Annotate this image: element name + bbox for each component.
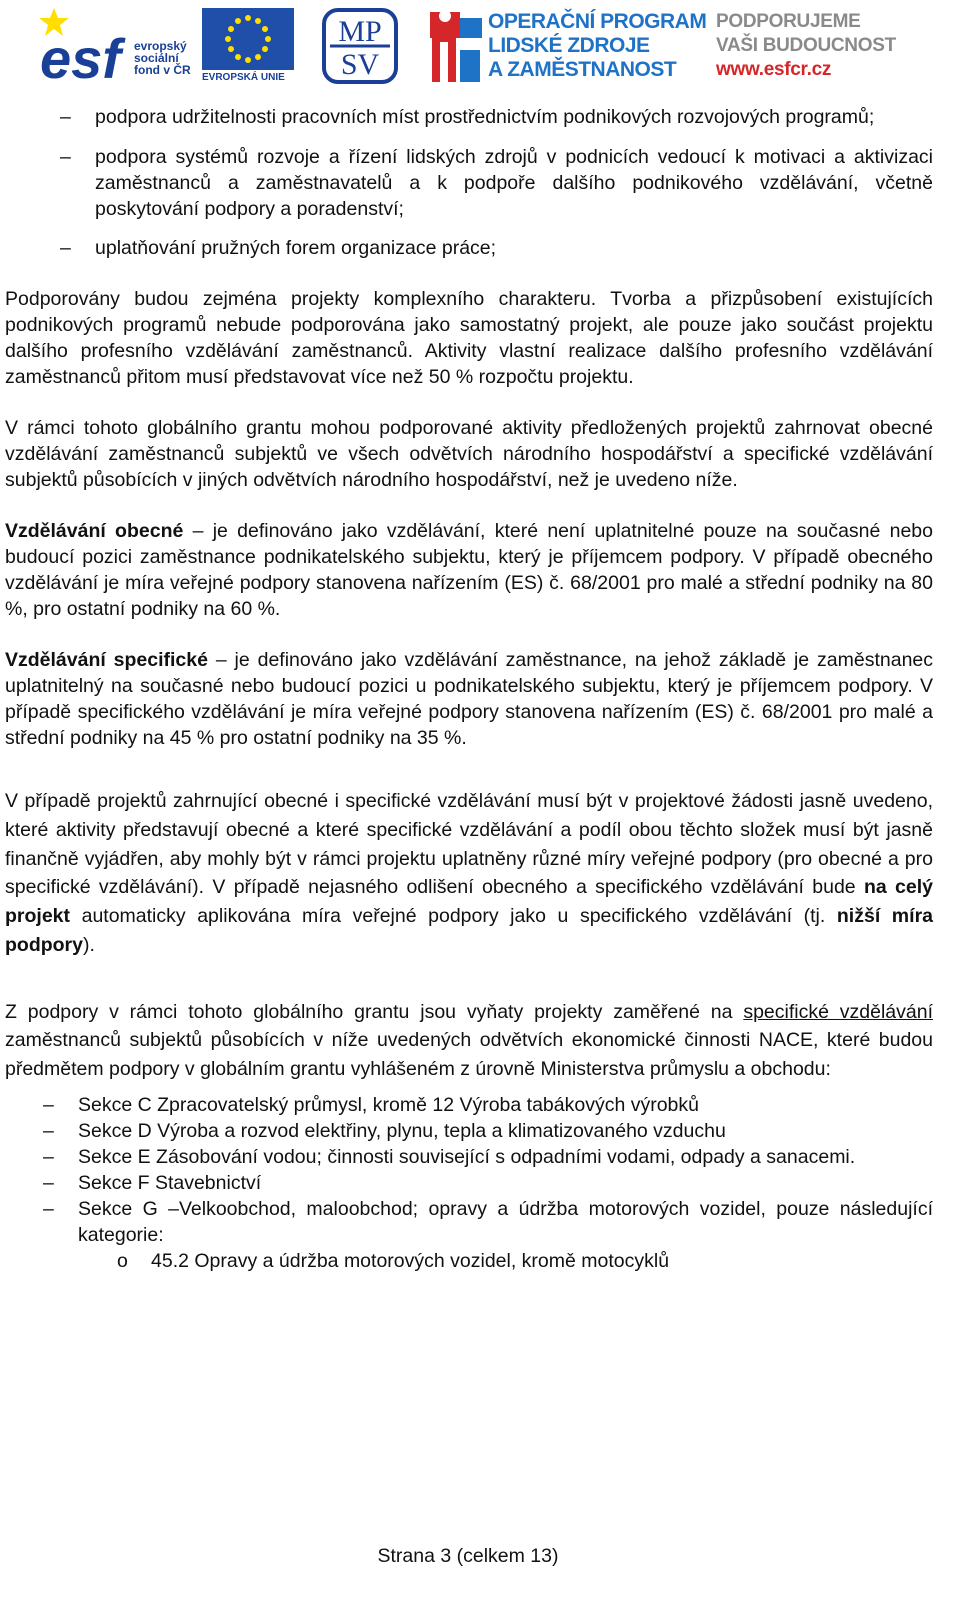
support-activities-list bbox=[5, 104, 933, 261]
page-number: Strana 3 (celkem 13) bbox=[377, 1545, 559, 1567]
dash-bullet: – bbox=[60, 106, 71, 128]
sublist-item bbox=[5, 1248, 933, 1274]
paragraph-specific-training bbox=[5, 647, 933, 751]
list-item bbox=[5, 1144, 933, 1170]
list-item-text: Sekce E Zásobování vodou; činnosti související s odpadními vodami, odpady a sanacemi. bbox=[78, 1145, 856, 1168]
dash-bullet: – bbox=[43, 1093, 54, 1116]
term-general-training: Vzdělávání obecné bbox=[5, 520, 184, 542]
future-slogan-line: VAŠI BUDOUCNOST bbox=[716, 35, 896, 56]
list-item bbox=[5, 1170, 933, 1196]
dash-bullet: – bbox=[43, 1171, 54, 1194]
paragraph-text: Z podpory v rámci tohoto globálního grantu jsou vyňaty projekty zaměřené na bbox=[5, 1000, 744, 1023]
list-item-text: podpora systémů rozvoje a řízení lidských zdrojů v podnicích vedoucí k motivaci a aktivizaci zaměstnanců a zaměstnavatelů a k podpoře dalšího podnikového vzdělávání, včetně poskytování podpory a poradenství; bbox=[95, 146, 933, 220]
underlined-specific-training: specifické vzdělávání bbox=[743, 1000, 934, 1023]
mpsv-emblem-icon bbox=[322, 8, 398, 84]
esf-big-text: esf bbox=[40, 27, 121, 86]
paragraph-complex-projects: Podporovány budou zejména projekty komplexního charakteru. Tvorba a přizpůsobení existujících podnikových programů nebude podporována jako samostatný projekt, ale pouze jako součást projektu dalšího profesního vzdělávání zaměstnanců. Aktivity vlastní realizace dalšího profesního vzdělávání zaměstnanců přitom musí představovat více než 50 % rozpočtu projektu. bbox=[5, 288, 933, 388]
mpsv-top-text: MP bbox=[338, 15, 382, 48]
esf-logo bbox=[40, 6, 200, 86]
esf-caption bbox=[134, 40, 191, 76]
dash-bullet: – bbox=[60, 146, 71, 168]
dash-bullet: – bbox=[43, 1145, 54, 1168]
mpsv-bottom-text: SV bbox=[340, 48, 380, 81]
list-item-text: podpora udržitelnosti pracovních míst prostřednictvím podnikových rozvojových programů; bbox=[95, 106, 875, 128]
list-item bbox=[5, 1196, 933, 1248]
mpsv-logo bbox=[322, 8, 398, 84]
list-item-text: Sekce D Výroba a rozvod elektřiny, plynu, tepla a klimatizovaného vzduchu bbox=[78, 1119, 726, 1142]
definition-text: – je definováno jako vzdělávání zaměstnance, na jehož základě je zaměstnanec uplatnitelný na současné nebo budoucí pozici u podnikatelského subjektu, který je příjemcem podpory. V případě specifického vzdělávání je míra veřejné podpory stanovena nařízením (ES) č. 68/2001 pro malé a střední podniky na 45 % pro ostatní podniky na 35 %. bbox=[5, 649, 934, 749]
nace-sections-list bbox=[5, 1092, 933, 1248]
list-item bbox=[5, 1092, 933, 1118]
emphasis-whole-project: na celý projekt bbox=[5, 876, 933, 928]
esf-caption-line: sociální bbox=[134, 51, 179, 65]
paragraph-mixed-projects bbox=[5, 787, 933, 960]
future-slogan bbox=[716, 10, 896, 82]
future-slogan-line: PODPORUJEME bbox=[716, 11, 861, 32]
document-body bbox=[5, 104, 933, 1274]
list-item-text: Sekce C Zpracovatelský průmysl, kromě 12 Výroba tabákových výrobků bbox=[78, 1093, 700, 1116]
paragraph-exclusions bbox=[5, 998, 933, 1084]
eu-flag-logo bbox=[202, 8, 294, 84]
term-specific-training: Vzdělávání specifické bbox=[5, 649, 208, 671]
op-lzz-logo bbox=[428, 6, 707, 86]
paragraph-text: ). bbox=[83, 933, 95, 956]
op-title-line: OPERAČNÍ PROGRAM bbox=[488, 10, 707, 33]
list-item-text: Sekce F Stavebnictví bbox=[78, 1171, 262, 1194]
eu-label: EVROPSKÁ UNIE bbox=[202, 72, 285, 83]
esf-caption-line: evropský bbox=[134, 39, 187, 53]
op-title-line: A ZAMĚSTNANOST bbox=[488, 58, 677, 81]
future-slogan-logo bbox=[716, 10, 916, 86]
list-item-text: 45.2 Opravy a údržba motorových vozidel, kromě motocyklů bbox=[151, 1249, 670, 1272]
esf-website-link[interactable]: www.esfcr.cz bbox=[716, 59, 832, 80]
op-figure-icon bbox=[428, 6, 484, 86]
paragraph-text: zaměstnanců subjektů působících v níže uvedených odvětvích ekonomické činnosti NACE, které budou předmětem podpory v globálním grantu vyhlášeném z úrovně Ministerstva průmyslu a obchodu: bbox=[5, 1029, 933, 1080]
circle-bullet: o bbox=[117, 1249, 128, 1272]
paragraph-text: automaticky aplikována míra veřejné podpory jako u specifického vzdělávání (tj. bbox=[70, 905, 837, 928]
list-item bbox=[5, 1118, 933, 1144]
op-title bbox=[488, 10, 706, 82]
definition-text: – je definováno jako vzdělávání, které není uplatnitelné pouze na současné nebo budoucí pozici zaměstnance podnikatelského subjektu, který je příjemcem podpory. V případě obecného vzdělávání je míra veřejné podpory stanovena nařízením (ES) č. 68/2001 pro malé a střední podniky na 80 %, pro ostatní podniky na 60 %. bbox=[5, 520, 933, 620]
dash-bullet: – bbox=[43, 1197, 54, 1220]
page-header bbox=[0, 0, 960, 98]
list-item-text: uplatňování pružných forem organizace práce; bbox=[95, 237, 497, 259]
eu-flag-icon bbox=[202, 8, 294, 70]
list-item bbox=[5, 144, 933, 222]
dash-bullet: – bbox=[60, 237, 71, 259]
emphasis-lower-rate: nižší míra podpory bbox=[5, 905, 934, 956]
list-item bbox=[5, 104, 933, 130]
esf-caption-line: fond v ČR bbox=[134, 63, 191, 77]
op-title-line: LIDSKÉ ZDROJE bbox=[488, 34, 650, 57]
list-item-text: Sekce G –Velkoobchod, maloobchod; opravy a údržba motorových vozidel, pouze následující kategorie: bbox=[78, 1197, 933, 1246]
paragraph-text: V případě projektů zahrnující obecné i specifické vzdělávání musí být v projektové žádosti jasně uvedeno, které aktivity představují obecné a které specifické vzdělávání a podíl obou těchto složek musí být jasně finančně vyjádřen, aby mohly být v rámci projektu uplatněny různé míry veřejné podpory (pro obecné a pro specifické vzdělávání). V případě nejasného odlišení obecného a specifického vzdělávání bude bbox=[5, 790, 933, 899]
list-item bbox=[5, 235, 933, 261]
paragraph-global-grant: V rámci tohoto globálního grantu mohou podporované aktivity předložených projektů zahrnovat obecné vzdělávání zaměstnanců subjektů ve všech odvětvích národního hospodářství a specifické vzdělávání subjektů působících v jiných odvětvích národního hospodářství, než je uvedeno níže. bbox=[5, 417, 933, 491]
dash-bullet: – bbox=[43, 1119, 54, 1142]
paragraph-general-training bbox=[5, 518, 933, 622]
